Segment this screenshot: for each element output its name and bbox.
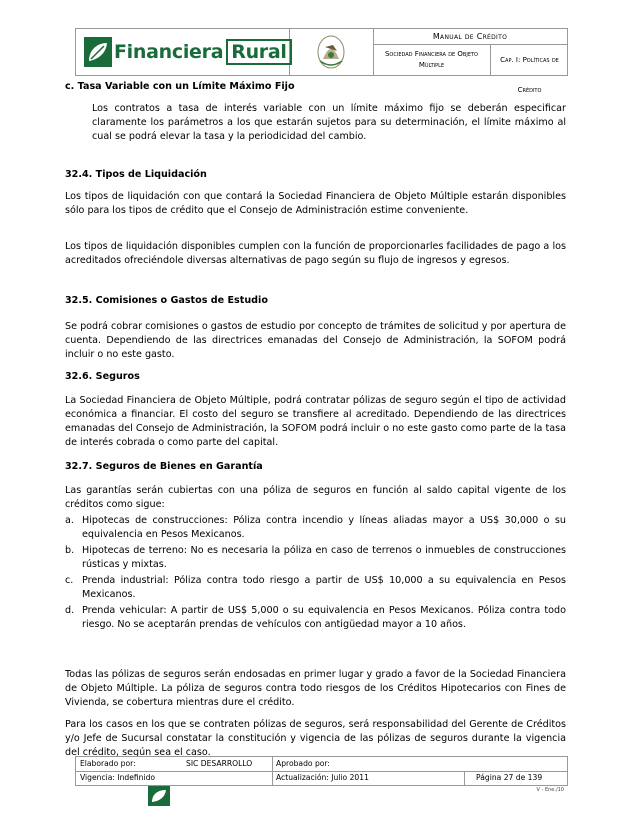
section-32-7-p3: Para los casos en los que se contraten pólizas de seguros, será responsabilidad del Gerente de Créditos y/o Jefe de Sucursal constatar la constitución y vigencia de las pólizas de seguros durante la vigencia del crédito, según sea el caso.: [65, 719, 566, 758]
list-item-letter: c.: [65, 575, 74, 586]
elaborado-label: Elaborado por:: [80, 759, 136, 768]
footer-row-1: [76, 757, 567, 772]
mexico-coat-of-arms-icon: [289, 29, 373, 75]
section-c-body: Los contratos a tasa de interés variable con un límite máximo fijo se deberán especificar claramente los parámetros a los que estarán sujetos para su determinación, el límite máximo al cual se podrá elevar la tasa y la periodicidad del cambio.: [92, 103, 566, 142]
actualizacion-label: Actualización: Julio 2011: [276, 773, 369, 782]
aprobado-label: Aprobado por:: [276, 759, 330, 768]
section-32-6-title: 32.6. Seguros: [65, 371, 140, 382]
list-item-text: Prenda industrial: Póliza contra todo riesgo a partir de US$ 10,000 a su equivalencia en Pesos Mexicanos.: [82, 575, 566, 600]
leaf-logo-icon: [84, 37, 112, 67]
list-item-letter: b.: [65, 545, 75, 556]
footer-leaf-logo-icon: [148, 786, 170, 806]
manual-title: Manual de Crédito: [373, 29, 567, 45]
list-item-text: Hipotecas de terreno: No es necesaria la póliza en caso de terrenos o inmuebles de construcciones rústicas y mixtas.: [82, 545, 566, 570]
logo-text-financiera: Financiera: [114, 41, 224, 63]
logo-text-rural: Rural: [226, 39, 291, 65]
section-32-6-p1: La Sociedad Financiera de Objeto Múltiple, podrá contratar pólizas de seguro según el tipo de actividad económica a financiar. El costo del seguro se transfiere al acreditado. Dependiendo de las directrices emanadas del Consejo de Administración, la SOFOM podrá incluir o no este gasto como parte de la tasa de interés cobrada o como parte del capital.: [65, 395, 566, 448]
section-32-7-title: 32.7. Seguros de Bienes en Garantía: [65, 461, 263, 472]
section-32-4-title: 32.4. Tipos de Liquidación: [65, 169, 207, 180]
section-32-7-p1: Las garantías serán cubiertas con una póliza de seguros en función al saldo capital vigente de los créditos como sigue:: [65, 485, 566, 510]
section-c-title: c. Tasa Variable con un Límite Máximo Fijo: [65, 81, 295, 92]
page-number: Página 27 de 139: [476, 773, 543, 782]
section-32-5-title: 32.5. Comisiones o Gastos de Estudio: [65, 295, 268, 306]
section-32-4-p2: Los tipos de liquidación disponibles cumplen con la función de proporcionarles facilidades de pago a los acreditados ofreciéndole diversas alternativas de pago según su flujo de ingresos y egresos.: [65, 241, 566, 266]
section-32-5-p1: Se podrá cobrar comisiones o gastos de estudio por concepto de trámites de solicitud y por apertura de cuenta. Dependiendo de las directrices emanadas del Consejo de Administración, la SOFOM podrá incluir o no este gasto.: [65, 321, 566, 360]
chapter-label: Cap. I: Políticas de Crédito: [500, 56, 559, 94]
list-item-letter: a.: [65, 515, 74, 526]
company-name: Sociedad Financiera de Objeto Múltiple: [373, 45, 491, 75]
mexico-seal-cell: [289, 29, 374, 75]
list-item-text: Prenda vehicular: A partir de US$ 5,000 o su equivalencia en Pesos Mexicanos. Póliza contra todo riesgo. No se aceptarán prendas de vehículos con antigüedad mayor a 10 años.: [82, 605, 566, 630]
version-label: V - Ene./10: [536, 787, 564, 793]
section-32-7-p2: Todas las pólizas de seguros serán endosadas en primer lugar y grado a favor de la Sociedad Financiera de Objeto Múltiple. La póliza de seguros contra todo riesgos de los Créditos Hipotecarios con Fines de Vivienda, se cobertura mientras dure el crédito.: [65, 669, 566, 708]
document-footer: [75, 756, 568, 786]
financiera-rural-logo: [76, 29, 290, 75]
vigencia-label: Vigencia: Indefinido: [80, 773, 156, 782]
section-32-4-p1: Los tipos de liquidación con que contará la Sociedad Financiera de Objeto Múltiple estarán disponibles sólo para los tipos de crédito que el Consejo de Administración estime conveniente.: [65, 191, 566, 216]
list-item-text: Hipotecas de construcciones: Póliza contra incendio y líneas aliadas mayor a US$ 30,000 o su equivalencia en Pesos Mexicanos.: [82, 515, 566, 540]
logo-wordmark: [114, 38, 292, 66]
list-item-letter: d.: [65, 605, 75, 616]
elaborado-value: SIC DESARROLLO: [186, 759, 253, 768]
